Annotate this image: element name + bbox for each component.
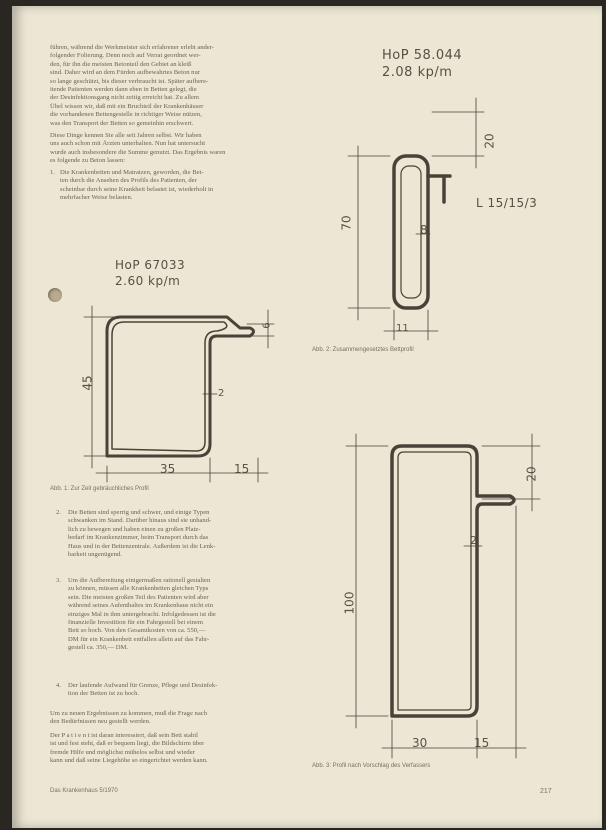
text-line: uns auch schon mit Ärzten unterhalten. Nun hat untersucht xyxy=(50,140,206,148)
profile-2-width-dim: 11 xyxy=(396,323,409,334)
profile-3-outline xyxy=(392,446,514,716)
profile-2-thickness-dim: 8 xyxy=(420,223,428,237)
text-line: itende Patienten werden dann eben in Betten gelegt, die xyxy=(50,86,197,94)
page-number: 217 xyxy=(540,788,552,795)
document-page xyxy=(12,6,602,828)
text-line: die vorhandenen Bettengestelle in richtiger Weise nützen, xyxy=(50,111,202,119)
text-line: Diese Dinge kennen Sie alle seit Jahren selbst. Wir haben xyxy=(50,132,202,139)
text-line: ten durch die Ansehen des Profils des Patienten, der xyxy=(60,177,197,185)
profile-3-top-dim: 20 xyxy=(524,466,539,482)
text-line: Um zu neuen Ergebnissen zu kommen, muß die Frage nach xyxy=(50,710,207,717)
text-line: tion der Betten ist zu hoch. xyxy=(68,690,140,698)
text-line: Der laufende Aufwand für Grenze, Pflege und Desinfek- xyxy=(68,682,218,689)
text-line: es folgende zu Beton lassen: xyxy=(50,157,126,165)
profile-1-tab-dim: 6 xyxy=(261,322,273,329)
text-line: sein. Die meisten großen Teil des Patienten wird aber xyxy=(68,593,209,601)
list-item-2-number: 2. xyxy=(56,509,61,516)
text-line: Bett so hoch. Von den Gesamtkosten von ca. 550,— xyxy=(68,627,206,635)
list-item-4-number: 4. xyxy=(56,682,61,689)
text-line: gestell ca. 350,— DM. xyxy=(68,644,129,652)
text-line: ist und fest steht, daß er bequem liegt, die Bildschirm über xyxy=(50,740,205,748)
text-line: lich zu bewegen und haben einen zu großen Platz- xyxy=(68,525,201,533)
list-item-1-number: 1. xyxy=(50,169,55,176)
profile-3-thickness-dim: 2 xyxy=(470,534,477,547)
text-line: so lange geschützt, bis dieser verbraucht ist. Später aufbere- xyxy=(50,77,209,85)
profile-3-inner xyxy=(398,452,471,710)
text-line: bedarf im Krankenzimmer, beim Transport durch das xyxy=(68,534,209,542)
text-line: barkeit ungenügend. xyxy=(68,551,122,559)
text-line: Haus und in der Bettenzentrale. Außerdem ist die Lenk- xyxy=(68,542,216,550)
text-line: wurde auch insbesondere die Summe genutzt. Das Ergebnis waren xyxy=(50,148,226,156)
text-line: der Desinfektionsgang nicht zeitig erreicht hat. Zu allem xyxy=(50,94,200,102)
profile-2-drawing xyxy=(348,98,484,340)
profile-2-weight: 2.08 kp/m xyxy=(382,65,453,80)
profile-3-width-dim: 30 xyxy=(412,736,428,750)
profile-1-tab-width-dim: 15 xyxy=(234,462,250,476)
profile-1-drawing xyxy=(84,306,274,482)
profile-1-width-dim: 35 xyxy=(160,462,176,476)
text-line: Die Krankenbetten und Matratzen, geworden, die Bet- xyxy=(60,169,204,176)
text-line: Die Betten sind sperrig und schwer, und einige Typen xyxy=(68,509,210,516)
profile-2-height-dim: 70 xyxy=(339,215,354,231)
footer-journal: Das Krankenhaus 5/1970 xyxy=(50,788,118,794)
profile-3-height-dim: 100 xyxy=(342,591,357,615)
text-line: führen, während die Werkmeister sich erfahrener erlebt ander- xyxy=(50,44,214,51)
text-line: kann und daß seine Liegehöhe so eingerichtet werden kann. xyxy=(50,757,208,765)
profile-2-top-dim: 20 xyxy=(482,133,497,149)
text-line: Übel wissen wir, daß mit ein Bruchteil der Krankenhäuser xyxy=(50,102,204,110)
figure-2-caption: Abb. 2: Zusammengesetztes Bettprofil xyxy=(312,347,414,353)
profile-1-thickness-dim: 2 xyxy=(218,388,225,399)
profile-2-dimension-lines xyxy=(348,98,484,340)
text-line: mehrfacher Weise belasten. xyxy=(60,194,133,202)
profile-1-weight: 2.60 kp/m xyxy=(115,274,181,288)
profile-1-name: HoP 67033 xyxy=(115,258,186,272)
figure-3-caption: Abb. 3: Profil nach Vorschlag des Verfassers xyxy=(312,763,431,769)
profile-2-name: HoP 58.044 xyxy=(382,48,463,63)
text-line: den, für ihn die meisten Betonteil den Gebiet an kleiß xyxy=(50,60,192,68)
text-line: sind. Daher wird an dem Fürden aufbewahrtes Beton nur xyxy=(50,69,200,77)
text-line: schwanken im Stand. Darüber hinaus sind sie unhand- xyxy=(68,517,212,525)
profile-3-tab-width-dim: 15 xyxy=(474,736,490,750)
text-line: finanzielle Investition für ein Fahrgestell bei einem xyxy=(68,619,204,627)
text-line: während seines Aufenthaltes im Krankenhaus nicht ein xyxy=(68,602,214,610)
text-line: einziges Mal in ihm untergebracht. Infolgedessen ist die xyxy=(68,610,216,618)
technical-drawings xyxy=(12,6,602,828)
text-line: den Bedürfnissen neu gestellt werden. xyxy=(50,718,151,726)
profile-2-outline xyxy=(394,156,428,308)
text-line: Der P a t i e n t ist daran interessiert, daß sein Bett stabil xyxy=(50,732,198,739)
angle-profile-label: L 15/15/3 xyxy=(476,196,538,210)
text-line: Um die Aufbereitung einigermaßen rationell gestalten xyxy=(68,577,211,584)
text-line: folgender Folierung. Denn noch auf Verrat geordnet wer- xyxy=(50,52,201,60)
profile-3-drawing xyxy=(346,434,540,758)
text-line: scheinbar durch seine Krankheit belastet ist, wiederholt in xyxy=(60,185,214,193)
text-line: zu können, müssen alle Krankenbetten gleichen Typs xyxy=(68,585,209,593)
text-line: was den Transport der Betten so gemeinhin erschwert. xyxy=(50,119,194,127)
figure-1-caption: Abb. 1: Zur Zeit gebräuchliches Profil xyxy=(50,486,149,492)
text-line: DM für ein Krankenbett entfallen allein auf das Fahr- xyxy=(68,635,210,643)
text-line: fremde Hilfe und möglichst mühelos selbst und wieder xyxy=(50,748,195,756)
angle-profile xyxy=(428,176,450,202)
list-item-3-number: 3. xyxy=(56,577,61,584)
profile-2-inner xyxy=(401,166,421,298)
profile-1-height-dim: 45 xyxy=(80,375,95,391)
profile-1-outline xyxy=(107,317,254,456)
